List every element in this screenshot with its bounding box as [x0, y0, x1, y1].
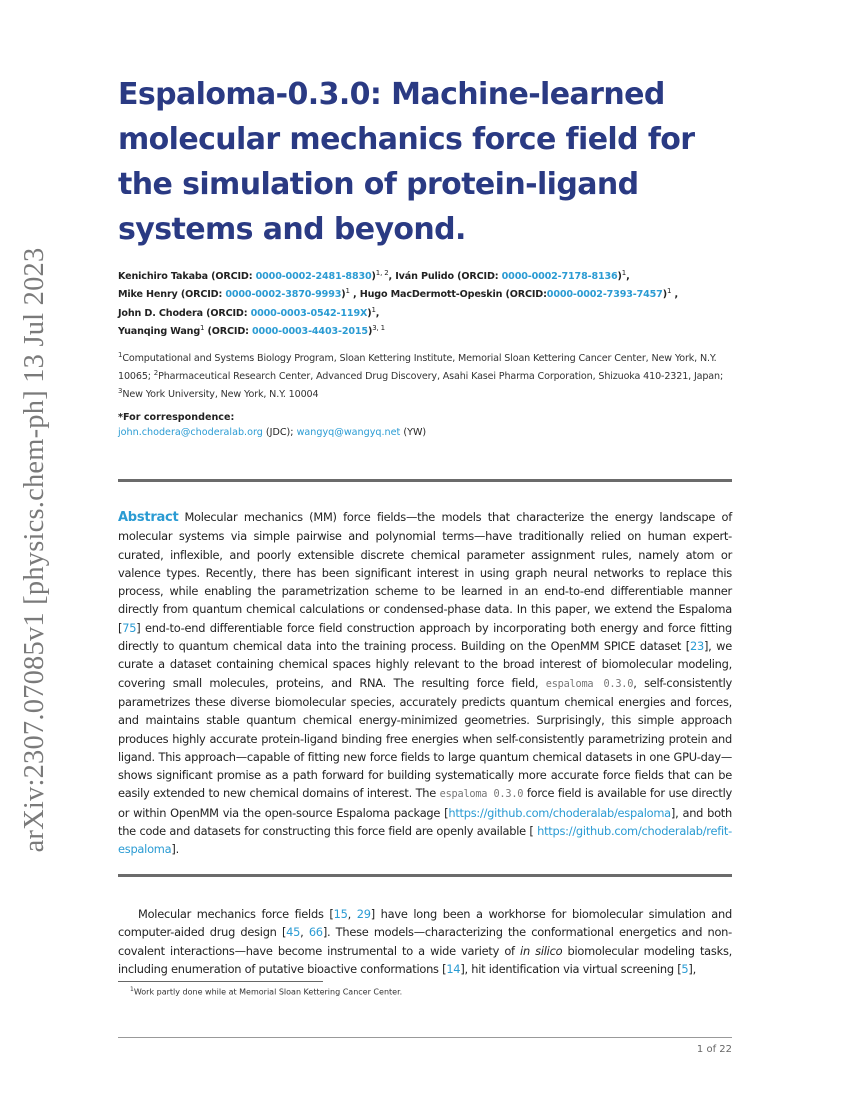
- author-list: [118, 266, 738, 339]
- abstract-bottom-rule: [118, 874, 732, 877]
- orcid-link[interactable]: 0000-0002-3870-9993: [225, 289, 342, 301]
- email-link-yw[interactable]: wangyq@wangyq.net: [296, 427, 401, 438]
- abstract: Abstract Molecular mechanics (MM) force fields—the models that characterize the energy landscape of molecular systems via simple pairwise and polynomial terms—have traditionally relied on human expert-curated, inflexible, and poorly extensible discrete chemical parameter assignment rules, namely atom or valence types. Recently, there has been significant interest in using graph neural networks to replace this process, while enabling the parametrization scheme to be learned in an end-to-end differentiable manner directly from quantum chemical calculations or condensed-phase data. In this paper, we extend the Espaloma [75] end-to-end differentiable force field construction approach by incorporating both energy and force fitting directly to quantum chemical data into the training process. Building on the OpenMM SPICE dataset [23], we curate a dataset containing chemical spaces highly relevant to the broad interest of biomolecular modeling, covering small molecules, proteins, and RNA. The resulting force field, espaloma 0.3.0, self-consistently parametrizes these diverse biomolecular species, accurately predicts quantum chemical energies and forces, and maintains stable quantum chemical energy-minimized geometries. Surprisingly, this simple approach produces highly accurate protein-ligand binding free energies when self-consistently parametrizing protein and ligand. This approach—capable of fitting new force fields to large quantum chemical datasets in one GPU-day—shows significant promise as a path forward for building systematically more accurate force fields that can be easily extended to new chemical domains of interest. The espaloma 0.3.0 force field is available for use directly or within OpenMM via the open-source Espaloma package [https://github.com/choderalab/espaloma], and both the code and datasets for constructing this force field are openly available [ https://github.com/choderalab/refit-espaloma].: [118, 510, 733, 857]
- orcid-link[interactable]: 0000-0003-0542-119X: [250, 307, 368, 319]
- github-link-refit[interactable]: https://github.com/choderalab/refit-espaloma: [118, 824, 732, 857]
- citation-link[interactable]: 75: [122, 620, 137, 635]
- paper-title: Espaloma-0.3.0: Machine-learned molecular mechanics force field for the simulation of protein-ligand systems and beyond.: [118, 77, 695, 247]
- page-number: 1 of 22: [696, 1044, 732, 1055]
- correspondence: *For correspondence: john.chodera@choderalab.org (JDC); wangyq@wangyq.net (YW): [118, 410, 738, 440]
- author: Mike Henry (ORCID: 0000-0002-3870-9993)$^1$ ,: [118, 287, 360, 301]
- code-text: espaloma 0.3.0: [439, 788, 524, 801]
- orcid-link[interactable]: 0000-0002-2481-8830: [255, 271, 372, 283]
- citation-link[interactable]: 14: [446, 961, 461, 976]
- citation-link[interactable]: 29: [356, 907, 371, 921]
- footnote: $^1$Work partly done while at Memorial Sloan Kettering Cancer Center.: [130, 986, 403, 997]
- email-link-jdc[interactable]: john.chodera@choderalab.org: [118, 427, 263, 438]
- orcid-link[interactable]: 0000-0002-7393-7457: [546, 289, 663, 301]
- citation-link[interactable]: 66: [308, 925, 323, 940]
- citation-link[interactable]: 45: [286, 925, 301, 940]
- arxiv-id-text: arXiv:2307.07085v1 [physics.chem-ph] 13 Jul 2023: [19, 247, 50, 853]
- citation-link[interactable]: 15: [333, 907, 348, 921]
- author: Hugo MacDermott-Opeskin (ORCID:0000-0002-7393-7457)$^1$ ,: [359, 287, 678, 301]
- orcid-link[interactable]: 0000-0003-4403-2015: [252, 325, 368, 337]
- affiliations: $^1$Computational and Systems Biology Program, Sloan Kettering Institute, Memorial Sloan Kettering Cancer Center, New York, N.Y. 10065; $^2$Pharmaceutical Research Center, Advanced Drug Discovery, Asahi Kasei Pharma Corporation, Shizuoka 410-2321, Japan; $^3$New York University, New York, N.Y. 10004: [118, 351, 724, 401]
- github-link-espaloma[interactable]: https://github.com/choderalab/espaloma: [448, 805, 671, 820]
- author: Yuanqing Wang$^1$ (ORCID: 0000-0003-4403-2015)$^{3, 1}$: [118, 323, 385, 337]
- citation-link[interactable]: 5: [681, 961, 689, 976]
- code-text: espaloma 0.3.0: [545, 677, 634, 690]
- abstract-heading: Abstract: [118, 510, 179, 525]
- author: Kenichiro Takaba (ORCID: 0000-0002-2481-8830)$^{1, 2}$,: [118, 269, 396, 283]
- footnote-rule: [118, 981, 323, 982]
- page-footer-rule: [118, 1037, 732, 1038]
- citation-link[interactable]: 23: [689, 639, 704, 654]
- correspondence-label: *For correspondence:: [118, 412, 235, 423]
- orcid-link[interactable]: 0000-0002-7178-8136: [501, 271, 618, 283]
- abstract-top-rule: [118, 479, 732, 482]
- intro-paragraph: Molecular mechanics force fields [15, 29] have long been a workhorse for biomolecular simulation and computer-aided drug design [45, 66]. These models—characterizing the conformational energetics and non-covalent interactions—have become instrumental to a wide variety of in silico biomolecular modeling tasks, including enumeration of putative bioactive conformations [14], hit identification via virtual screening [5],: [118, 907, 733, 976]
- author: Iván Pulido (ORCID: 0000-0002-7178-8136)$^1$,: [395, 269, 630, 283]
- arxiv-stamp: [10, 247, 60, 853]
- author: John D. Chodera (ORCID: 0000-0003-0542-119X)$^1$,: [118, 305, 380, 319]
